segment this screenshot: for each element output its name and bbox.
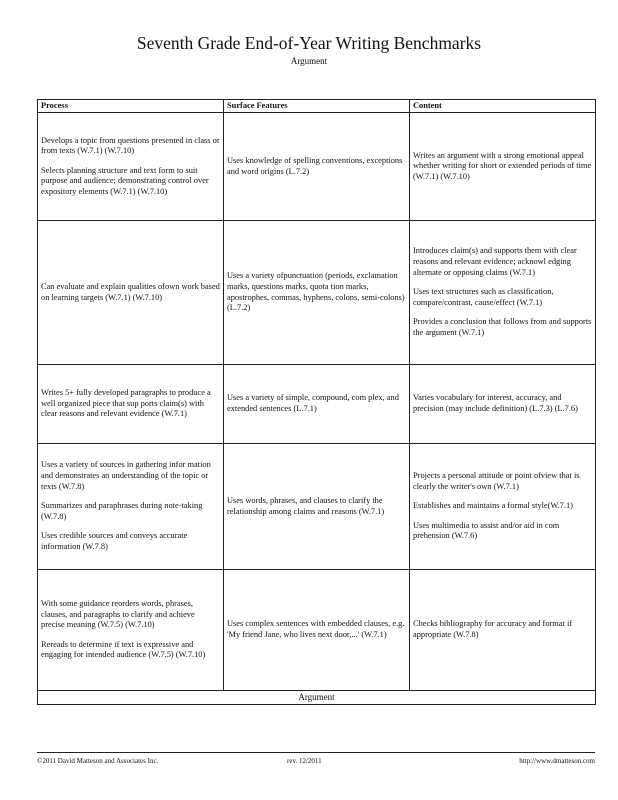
column-header-content: Content bbox=[410, 100, 596, 113]
website-url: http://www.dmatteson.com bbox=[519, 757, 595, 765]
process-cell bbox=[38, 221, 224, 365]
benchmark-text: Summarizes and paraphrases during note-taking (W.7.8) bbox=[41, 501, 203, 521]
benchmark-text: Projects a personal attitude or point ofview that is clearly the writer's own (W.7.1) bbox=[413, 471, 580, 491]
surface-features-cell bbox=[224, 365, 410, 444]
benchmarks-table bbox=[37, 99, 596, 705]
benchmark-text: Develops a topic from questions presented in class or from texts (W.7.1) (W.7.10) bbox=[41, 135, 220, 156]
table-footer-label: Argument bbox=[38, 691, 596, 705]
page-footer bbox=[37, 756, 595, 768]
table-row bbox=[38, 444, 596, 570]
surface-features-cell bbox=[224, 444, 410, 570]
page-title: Seventh Grade End-of-Year Writing Benchmarks bbox=[136, 33, 482, 53]
copyright-text: ©2011 David Matteson and Associates Inc. bbox=[37, 757, 159, 765]
benchmark-text: Uses credible sources and conveys accurate information (W.7.8) bbox=[41, 531, 188, 551]
table-row bbox=[38, 113, 596, 221]
content-cell bbox=[410, 365, 596, 444]
benchmark-text: Uses a variety of sources in gathering infor mation and demonstrates an understanding of the topic or texts (W.7.8) bbox=[41, 460, 211, 491]
benchmark-text: Rereads to determine if text is expressive and engaging for intended audience (W.7.5) (W.7.10) bbox=[41, 639, 206, 660]
content-cell bbox=[410, 570, 596, 691]
revision-text: rev. 12/2011 bbox=[287, 757, 322, 765]
benchmark-text: Uses text structures such as classification, compare/contrast, cause/effect (W.7.1) bbox=[413, 287, 554, 307]
benchmark-text: Establishes and maintains a formal style(W.7.1) bbox=[413, 501, 573, 511]
benchmark-text: Introduces claim(s) and supports them with clear reasons and relevant evidence; acknowl edging alternate or opposing claims (W.7.1) bbox=[413, 246, 577, 277]
header-row bbox=[38, 100, 596, 113]
benchmark-text: With some guidance reorders words, phrases, clauses, and paragraphs to clarify and achieve precise meaning (W.7.5) (W.7.10) bbox=[41, 599, 195, 630]
table-row bbox=[38, 365, 596, 444]
surface-features-cell bbox=[224, 113, 410, 221]
benchmark-text: Selects planning structure and text form to suit purpose and audience; demonstrating control over expository elements (W.7.1) (W.7.10) bbox=[41, 165, 209, 196]
column-header-surface-features: Surface Features bbox=[224, 100, 410, 113]
benchmark-text: Uses multimedia to assist and/or aid in com prehension (W.7.6) bbox=[413, 520, 560, 541]
benchmark-text: Can evaluate and explain qualities ofown work based on learning targets (W.7.1) (W.7.10) bbox=[41, 281, 220, 302]
benchmark-text: Provides a conclusion that follows from and supports the argument (W.7.1) bbox=[413, 317, 592, 337]
benchmark-text: Writes 5+ fully developed paragraphs to produce a well organized piece that sup ports claim(s) with clear reasons and relevant evidence (W.7.1) bbox=[41, 388, 211, 419]
page-subtitle: Argument bbox=[290, 56, 328, 66]
benchmark-text: Uses complex sentences with embedded clauses, e.g. 'My friend Jane, who lives next door,...' (W.7.1) bbox=[227, 619, 405, 639]
surface-features-cell bbox=[224, 570, 410, 691]
process-cell bbox=[38, 365, 224, 444]
benchmark-text: Checks bibliography for accuracy and format if appropriate (W.7.8) bbox=[413, 619, 573, 639]
process-cell bbox=[38, 444, 224, 570]
benchmark-text: Uses a variety of simple, compound, com plex, and extended sentences (L.7.1) bbox=[227, 393, 399, 413]
column-header-process: Process bbox=[38, 100, 224, 113]
table-row bbox=[38, 221, 596, 365]
footer-divider bbox=[37, 752, 595, 753]
process-cell bbox=[38, 570, 224, 691]
table-footer-row bbox=[38, 691, 596, 705]
benchmark-text: Uses knowledge of spelling conventions, exceptions and word origins (L.7.2) bbox=[227, 155, 403, 176]
table-row bbox=[38, 570, 596, 691]
benchmark-text: Writes an argument with a strong emotional appeal whether writing for short or extended periods of time (W.7.1) (W.7.10) bbox=[413, 150, 592, 181]
benchmark-text: Varies vocabulary for interest, accuracy, and precision (may include definition) (L.7.3) (L.7.6) bbox=[413, 393, 578, 413]
process-cell bbox=[38, 113, 224, 221]
content-cell bbox=[410, 221, 596, 365]
benchmark-text: Uses a variety ofpunctuation (periods, exclamation marks, questions marks, quota tion marks, apostrophes, commas, hyphens, colons, semi-colons) (L.7.2) bbox=[227, 271, 405, 313]
content-cell bbox=[410, 113, 596, 221]
surface-features-cell bbox=[224, 221, 410, 365]
benchmark-text: Uses words, phrases, and clauses to clarify the relationship among claims and reasons (W.7.1) bbox=[227, 495, 385, 516]
content-cell bbox=[410, 444, 596, 570]
